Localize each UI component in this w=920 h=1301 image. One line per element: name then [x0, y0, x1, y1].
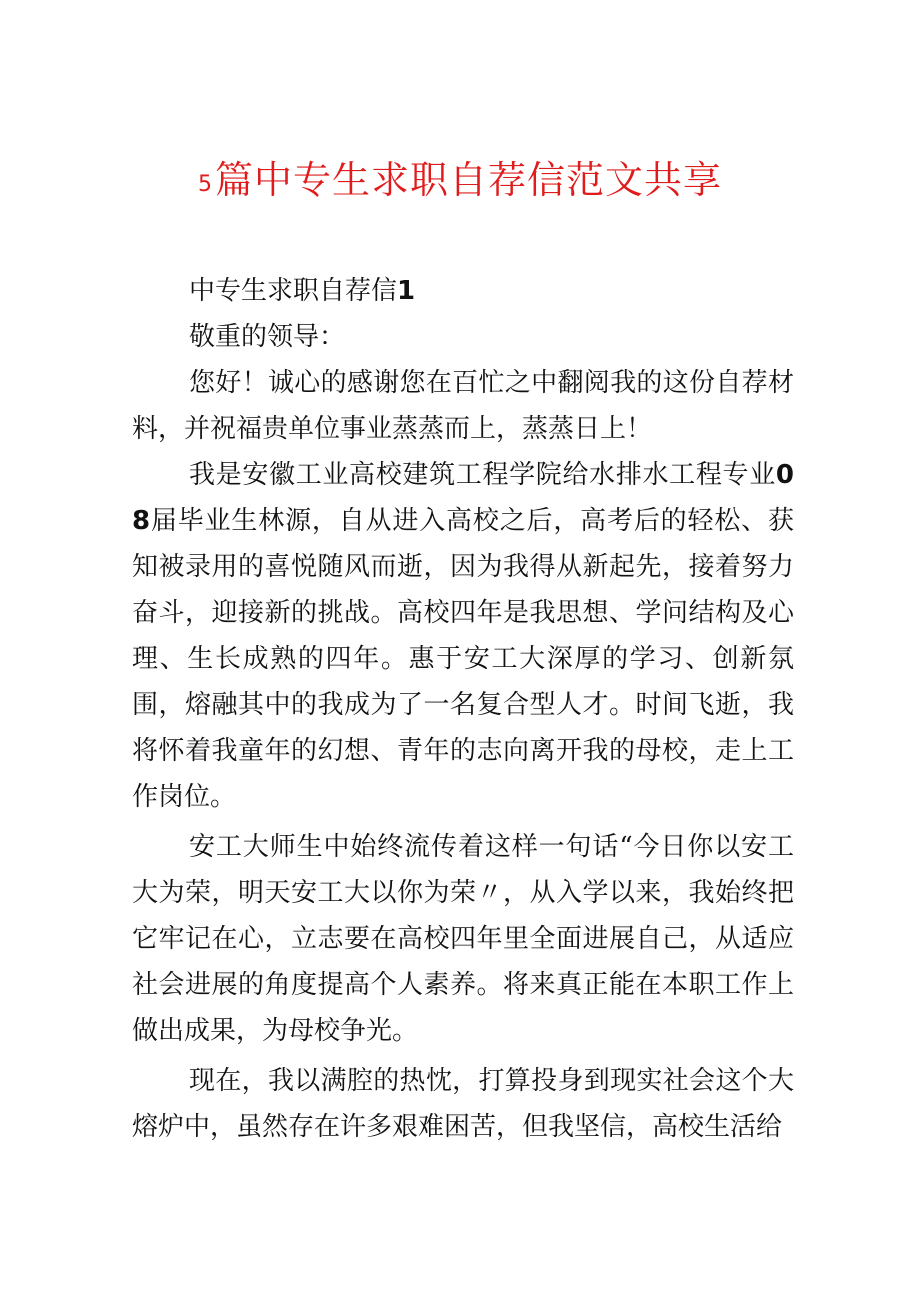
paragraph-motto: 安工大师生中始终流传着这样一句话“今日你以安工大为荣，明天安工大以你为荣〃，从入学以来，我始终把它牢记在心，立志要在高校四年里全面进展自己，从适应社会进展的角度提高个人素养。将来真正能在本职工作上做出成果，为母校争光。	[132, 832, 794, 1046]
paragraph-intro: 我是安徽工业高校建筑工程学院给水排水工程专业08届毕业生林源，自从进入高校之后，高考后的轻松、获知被录用的喜悦随风而逝，因为我得从新起先，接着努力奋斗，迎接新的挑战。高校四年是我思想、学问结构及心理、生长成熟的四年。惠于安工大深厚的学习、创新氛围，熔融其中的我成为了一名复合型人才。时间飞逝，我将怀着我童年的幻想、青年的志向离开我的母校，走上工作岗位。	[132, 460, 794, 812]
paragraph-greeting: 您好！诚心的感谢您在百忙之中翻阅我的这份自荐材料，并祝福贵单位事业蒸蒸而上，蒸蒸日上！	[132, 368, 794, 444]
title-number: 5	[197, 172, 213, 197]
document-title	[0, 155, 920, 210]
letter-body	[132, 268, 794, 1150]
paragraph-now: 现在，我以满腔的热忱，打算投身到现实社会这个大熔炉中，虽然存在许多艰难困苦，但我坚信，高校生活给	[132, 1066, 794, 1142]
graduation-year: 08	[132, 460, 794, 536]
letter-salutation: 敬重的领导：	[189, 322, 346, 352]
letter-subtitle: 中专生求职自荐信1	[189, 276, 416, 306]
subtitle-number: 1	[397, 276, 416, 306]
title-text: 篇中专生求职自荐信范文共享	[214, 158, 722, 202]
